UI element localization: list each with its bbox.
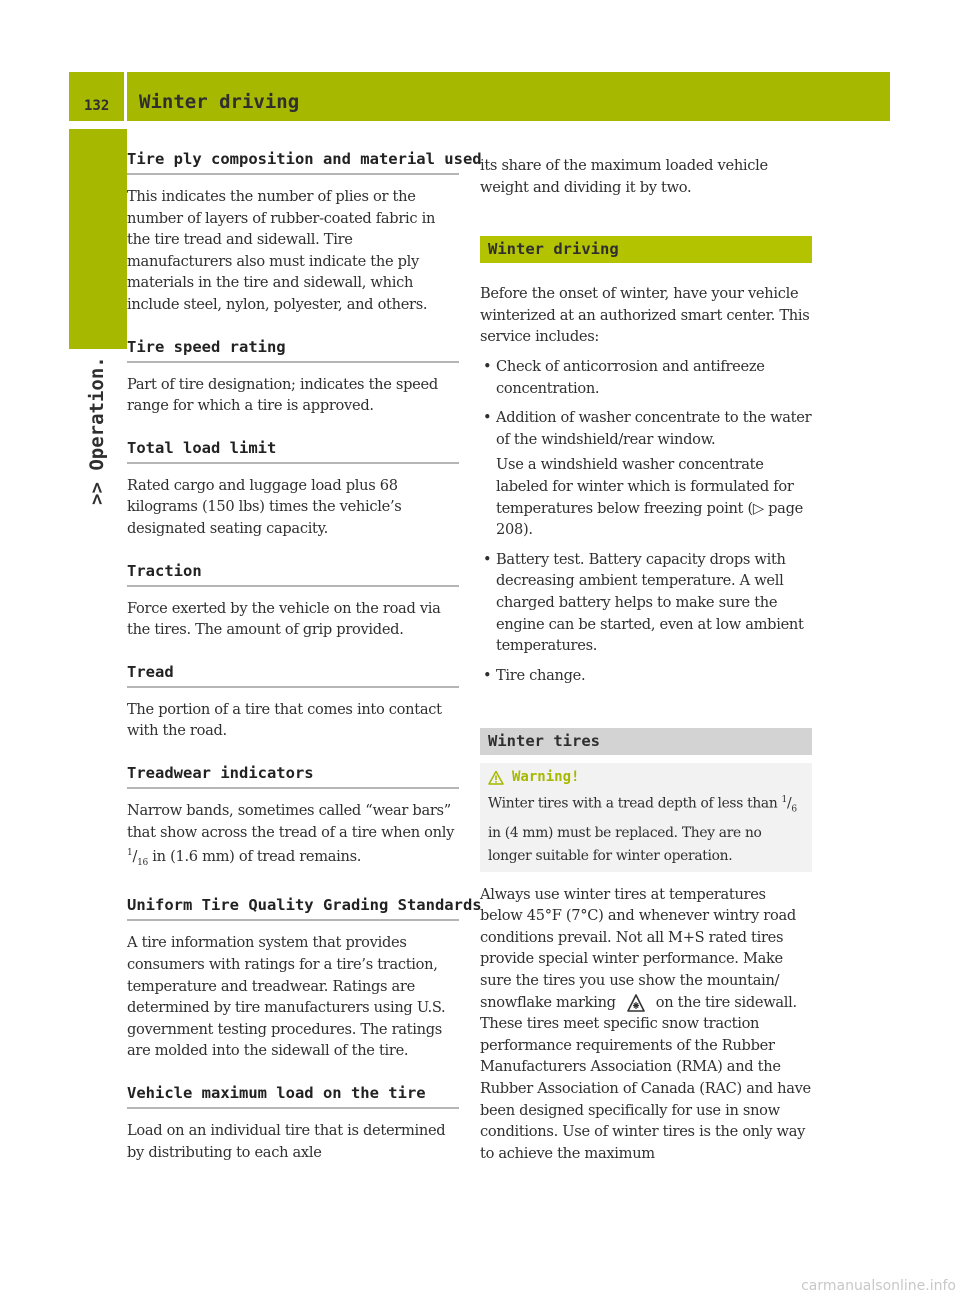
glossary-entry bbox=[127, 1084, 459, 1163]
glossary-definition: Part of tire designation; indicates the speed range for which a tire is approved. bbox=[127, 375, 438, 415]
glossary-definition: The portion of a tire that comes into contact with the road. bbox=[127, 700, 442, 740]
warning-box bbox=[480, 763, 812, 871]
glossary-term: Vehicle maximum load on the tire bbox=[127, 1084, 459, 1109]
glossary-definition: A tire information system that provides consumers with ratings for a tire’s traction, temperature and treadwear. Ratings are determined by tire manufacturers using U.S. government testing procedures. The ratings are molded into the sidewall of the tire. bbox=[127, 934, 446, 1060]
watermark: carmanualsonline.info bbox=[801, 1278, 956, 1294]
winter-driving-intro: Before the onset of winter, have your vehicle winterized at an authorized smart center. This service includes: bbox=[480, 285, 810, 346]
mountain-snowflake-icon bbox=[626, 993, 646, 1013]
winter-tires-body: Always use winter tires at temperatures below 45°F (7°C) and whenever wintry road conditions prevail. Not all M+S rated tires provide special winter performance. Make sure the tires you use show the mountain/ snowflake marking on the tire sidewall. These tires meet specific snow traction performance requirements of the Rubber Manufacturers Association (RMA) and the Rubber Association of Canada (RAC) and have been designed specifically for use in snow conditions. Use of winter tires is the only way to achieve the maximum bbox=[480, 885, 811, 1162]
glossary-entry bbox=[127, 764, 459, 875]
glossary-definition: This indicates the number of plies or the number of layers of rubber-coated fabric in the tire tread and sidewall. Tire manufacturers also must indicate the ply materials in the tire and sidewall, which include steel, nylon, polyester, and others. bbox=[127, 188, 436, 313]
glossary-term: Tire speed rating bbox=[127, 338, 459, 363]
glossary-entry bbox=[127, 439, 459, 540]
glossary-entry bbox=[127, 338, 459, 417]
glossary-term: Tread bbox=[127, 663, 459, 688]
right-column bbox=[480, 150, 812, 1164]
glossary-term: Uniform Tire Quality Grading Standards bbox=[127, 896, 459, 921]
glossary-entry bbox=[127, 150, 482, 316]
continuation-text: its share of the maximum loaded vehicle weight and dividing it by two. bbox=[480, 157, 768, 196]
section-label: >> Operation. bbox=[86, 356, 108, 505]
list-item-note: Use a windshield washer concentrate labeled for winter which is formulated for temperatures below freezing point (▷ page 208). bbox=[496, 456, 803, 539]
winter-driving-heading: Winter driving bbox=[480, 236, 812, 263]
glossary-entry bbox=[127, 663, 459, 742]
glossary-definition: Force exerted by the vehicle on the road via the tires. The amount of grip provided. bbox=[127, 599, 441, 639]
glossary-term: Traction bbox=[127, 562, 459, 587]
warning-header bbox=[488, 769, 804, 785]
glossary-definition: Load on an individual tire that is determined by distributing to each axle bbox=[127, 1122, 446, 1161]
glossary-term: Tire ply composition and material used bbox=[127, 150, 459, 175]
glossary-definition: Narrow bands, sometimes called “wear bars” that show across the tread of a tire when only $^1/_{16}$ in (1.6 mm) of tread remains. bbox=[127, 801, 455, 868]
list-item: • Check of anticorrosion and antifreeze concentration. bbox=[480, 356, 812, 399]
list-item: • Addition of washer concentrate to the water of the windshield/rear window. Use a windshield washer concentrate labeled for winter which is formulated for temperatures below freezing point (▷ page 208). bbox=[480, 407, 812, 541]
header-title: Winter driving bbox=[139, 91, 300, 113]
left-column bbox=[127, 150, 482, 1163]
sidebar-tab bbox=[69, 129, 127, 349]
glossary-term: Total load limit bbox=[127, 439, 459, 464]
page-ref-arrow-icon: ▷ bbox=[752, 499, 764, 517]
page-header bbox=[69, 72, 890, 121]
page-number: 132 bbox=[84, 98, 110, 114]
glossary-definition: Rated cargo and luggage load plus 68 kilograms (150 lbs) times the vehicle’s designated seating capacity. bbox=[127, 476, 402, 537]
glossary-entry bbox=[127, 896, 482, 1062]
warning-triangle-icon bbox=[488, 770, 504, 785]
header-divider bbox=[124, 72, 127, 121]
list-item: • Tire change. bbox=[480, 665, 812, 687]
list-item: • Battery test. Battery capacity drops with decreasing ambient temperature. A well charged battery helps to make sure the engine can be started, even at low ambient temperatures. bbox=[480, 549, 812, 657]
warning-text: Winter tires with a tread depth of less than $^1/_6$ in (4 mm) must be replaced. They are no longer suitable for winter operation. bbox=[488, 795, 797, 864]
warning-title: Warning! bbox=[512, 769, 580, 786]
service-list bbox=[480, 356, 812, 686]
glossary-term: Treadwear indicators bbox=[127, 764, 459, 789]
glossary-entry bbox=[127, 562, 459, 641]
winter-tires-heading: Winter tires bbox=[480, 728, 812, 755]
